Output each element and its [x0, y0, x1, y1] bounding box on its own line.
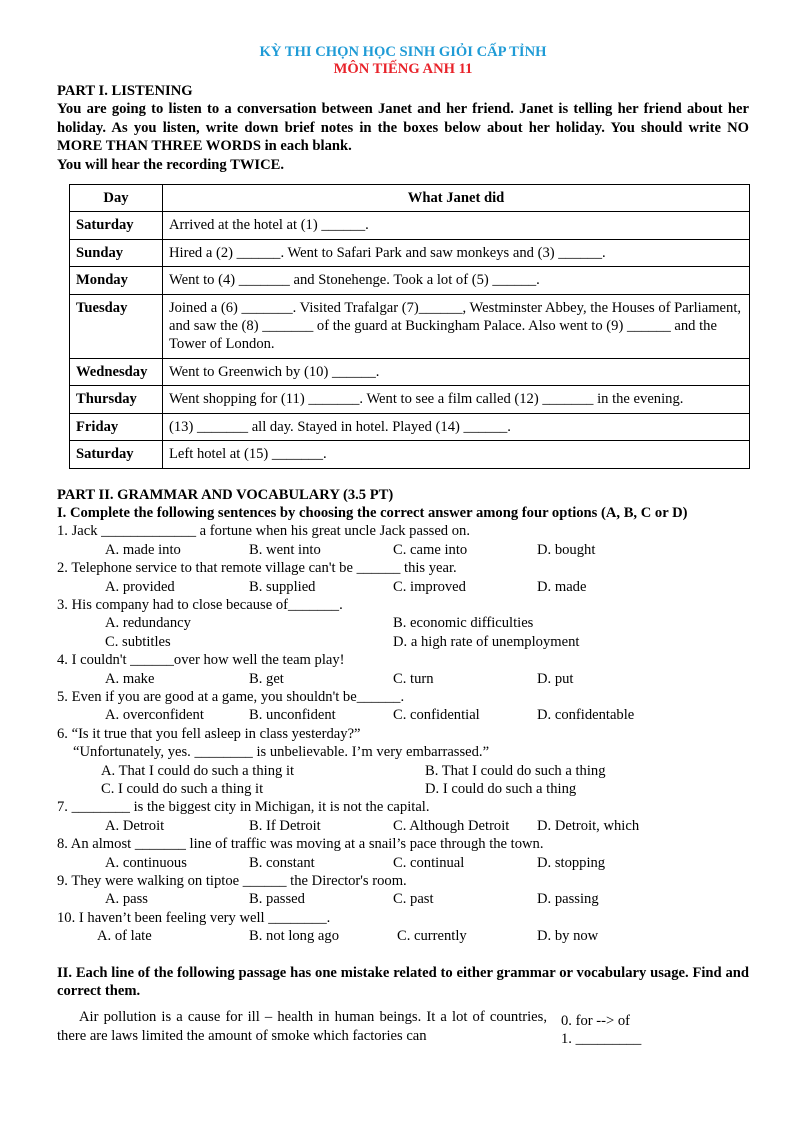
- table-cell-activity: Went to (4) _______ and Stonehenge. Took a lot of (5) ______.: [163, 267, 750, 294]
- option-c: C. improved: [393, 578, 466, 595]
- question-9: 9. They were walking on tiptoe ______ the Director's room.: [57, 873, 407, 890]
- option-d: D. I could do such a thing: [425, 781, 577, 797]
- option-c: C. Although Detroit: [393, 817, 510, 834]
- table-row: [70, 239, 750, 266]
- option-d: D. Detroit, which: [537, 817, 640, 834]
- answer-line: 1. _________: [561, 1031, 642, 1048]
- option-b: B. That I could do such a thing: [425, 762, 606, 779]
- table-row: [70, 358, 750, 385]
- table-header-row: [70, 185, 750, 212]
- table-cell-activity: Arrived at the hotel at (1) ______.: [163, 212, 750, 239]
- table-cell-day: Friday: [70, 413, 163, 440]
- part2-section2-instruction: II. Each line of the following passage has one mistake related to either grammar or vocabulary usage. Find and correct them.: [57, 964, 749, 1000]
- question-10: 10. I haven’t been feeling very well ________.: [57, 909, 331, 926]
- table-row: [70, 212, 750, 239]
- option-b: B. passed: [249, 891, 305, 908]
- table-row: [70, 386, 750, 413]
- table-cell-activity: Hired a (2) ______. Went to Safari Park and saw monkeys and (3) ______.: [163, 239, 750, 266]
- option-a: A. make: [105, 670, 155, 687]
- option-a: A. redundancy: [105, 615, 191, 632]
- question-3-options-row2: [57, 633, 749, 651]
- option-c: C. past: [393, 891, 434, 908]
- question-9-options: [57, 890, 749, 908]
- table-row: [70, 294, 750, 358]
- option-b: B. If Detroit: [249, 817, 321, 834]
- error-correction-passage: [57, 1008, 749, 1048]
- table-cell-day: Tuesday: [70, 294, 163, 358]
- table-header-activity: What Janet did: [163, 185, 750, 212]
- question-8-options: [57, 854, 749, 872]
- question-6-options-row1: [57, 762, 749, 780]
- option-c: C. confidential: [393, 707, 480, 724]
- part1-heading: PART I. LISTENING: [57, 83, 193, 99]
- option-c: C. came into: [393, 541, 468, 558]
- question-5-options: [57, 706, 749, 724]
- question-3-options-row1: [57, 614, 749, 632]
- option-d: D. put: [537, 670, 574, 687]
- question-1: 1. Jack _____________ a fortune when his great uncle Jack passed on.: [57, 523, 470, 540]
- option-d: D. a high rate of unemployment: [393, 633, 580, 650]
- part2-section1-instruction: I. Complete the following sentences by choosing the correct answer among four options (A, B, C or D): [57, 504, 688, 521]
- exam-subject: MÔN TIẾNG ANH 11: [333, 61, 473, 77]
- table-cell-activity: Went to Greenwich by (10) ______.: [163, 358, 750, 385]
- option-b: B. constant: [249, 854, 315, 871]
- option-d: D. confidentable: [537, 707, 635, 724]
- table-row: [70, 413, 750, 440]
- exam-title: KỲ THI CHỌN HỌC SINH GIỎI CẤP TỈNH: [259, 44, 547, 60]
- option-a: A. made into: [105, 541, 181, 558]
- option-c: C. currently: [397, 928, 467, 945]
- question-8: 8. An almost _______ line of traffic was moving at a snail’s pace through the town.: [57, 836, 544, 853]
- option-a: A. of late: [97, 928, 152, 945]
- question-7-options: [57, 817, 749, 835]
- option-d: D. made: [537, 578, 587, 595]
- question-4-options: [57, 670, 749, 688]
- question-7: 7. ________ is the biggest city in Michigan, it is not the capital.: [57, 799, 430, 816]
- option-b: B. economic difficulties: [393, 615, 534, 632]
- option-b: B. unconfident: [249, 707, 336, 724]
- table-cell-day: Sunday: [70, 239, 163, 266]
- question-5: 5. Even if you are good at a game, you shouldn't be______.: [57, 688, 405, 705]
- option-b: B. not long ago: [249, 928, 339, 945]
- question-6: 6. “Is it true that you fell asleep in class yesterday?”: [57, 725, 361, 742]
- table-row: [70, 267, 750, 294]
- question-2-options: [57, 578, 749, 596]
- listening-notes-table: [69, 184, 750, 468]
- option-a: A. pass: [105, 891, 148, 908]
- option-d: D. by now: [537, 928, 599, 945]
- option-c: C. continual: [393, 854, 465, 871]
- passage-text: Air pollution is a cause for ill – health in human beings. It a lot of countries, there are laws limited the amount of smoke which factories can: [57, 1009, 547, 1044]
- question-2: 2. Telephone service to that remote village can't be ______ this year.: [57, 560, 457, 577]
- option-b: B. get: [249, 670, 284, 687]
- question-1-options: [57, 541, 749, 559]
- option-c: C. turn: [393, 670, 434, 687]
- table-row: [70, 441, 750, 468]
- table-cell-activity: (13) _______ all day. Stayed in hotel. Played (14) ______.: [163, 413, 750, 440]
- table-header-day: Day: [70, 185, 163, 212]
- answer-column: [547, 1008, 641, 1048]
- option-d: D. bought: [537, 541, 596, 558]
- table-cell-day: Saturday: [70, 212, 163, 239]
- table-cell-day: Wednesday: [70, 358, 163, 385]
- table-cell-day: Thursday: [70, 386, 163, 413]
- question-3: 3. His company had to close because of_______.: [57, 596, 343, 613]
- question-4: 4. I couldn't ______over how well the team play!: [57, 652, 345, 669]
- table-cell-activity: Went shopping for (11) _______. Went to see a film called (12) _______ in the evening.: [163, 386, 750, 413]
- question-6-options-row2: [57, 780, 749, 798]
- question-6-line2: “Unfortunately, yes. ________ is unbelievable. I’m very embarrassed.”: [73, 744, 490, 761]
- option-c: C. subtitles: [105, 633, 171, 650]
- option-b: B. supplied: [249, 578, 316, 595]
- option-a: A. continuous: [105, 854, 187, 871]
- option-c: C. I could do such a thing it: [101, 781, 264, 797]
- answer-line: 0. for --> of: [561, 1013, 631, 1030]
- table-cell-activity: Joined a (6) _______. Visited Trafalgar (7)______, Westminster Abbey, the Houses of Parliament, and saw the (8) _______ of the guard at Buckingham Palace. Also went to (9) ______ and the Tower of London.: [163, 294, 750, 358]
- table-cell-day: Monday: [70, 267, 163, 294]
- table-cell-day: Saturday: [70, 441, 163, 468]
- option-d: D. passing: [537, 891, 599, 908]
- option-a: A. overconfident: [105, 707, 204, 724]
- exam-page: [57, 44, 749, 1048]
- option-d: D. stopping: [537, 854, 606, 871]
- option-a: A. provided: [105, 578, 175, 595]
- table-cell-activity: Left hotel at (15) _______.: [163, 441, 750, 468]
- option-b: B. went into: [249, 541, 321, 558]
- option-a: A. That I could do such a thing it: [101, 762, 295, 779]
- part1-intro2: You will hear the recording TWICE.: [57, 156, 285, 173]
- question-10-options: [57, 927, 749, 945]
- option-a: A. Detroit: [105, 817, 165, 834]
- part1-intro: You are going to listen to a conversation between Janet and her friend. Janet is telling her friend about her holiday. As you listen, write down brief notes in the boxes below about her holiday. You should write NO MORE THAN THREE WORDS in each blank.: [57, 101, 749, 155]
- part2-heading: PART II. GRAMMAR AND VOCABULARY (3.5 PT): [57, 486, 394, 503]
